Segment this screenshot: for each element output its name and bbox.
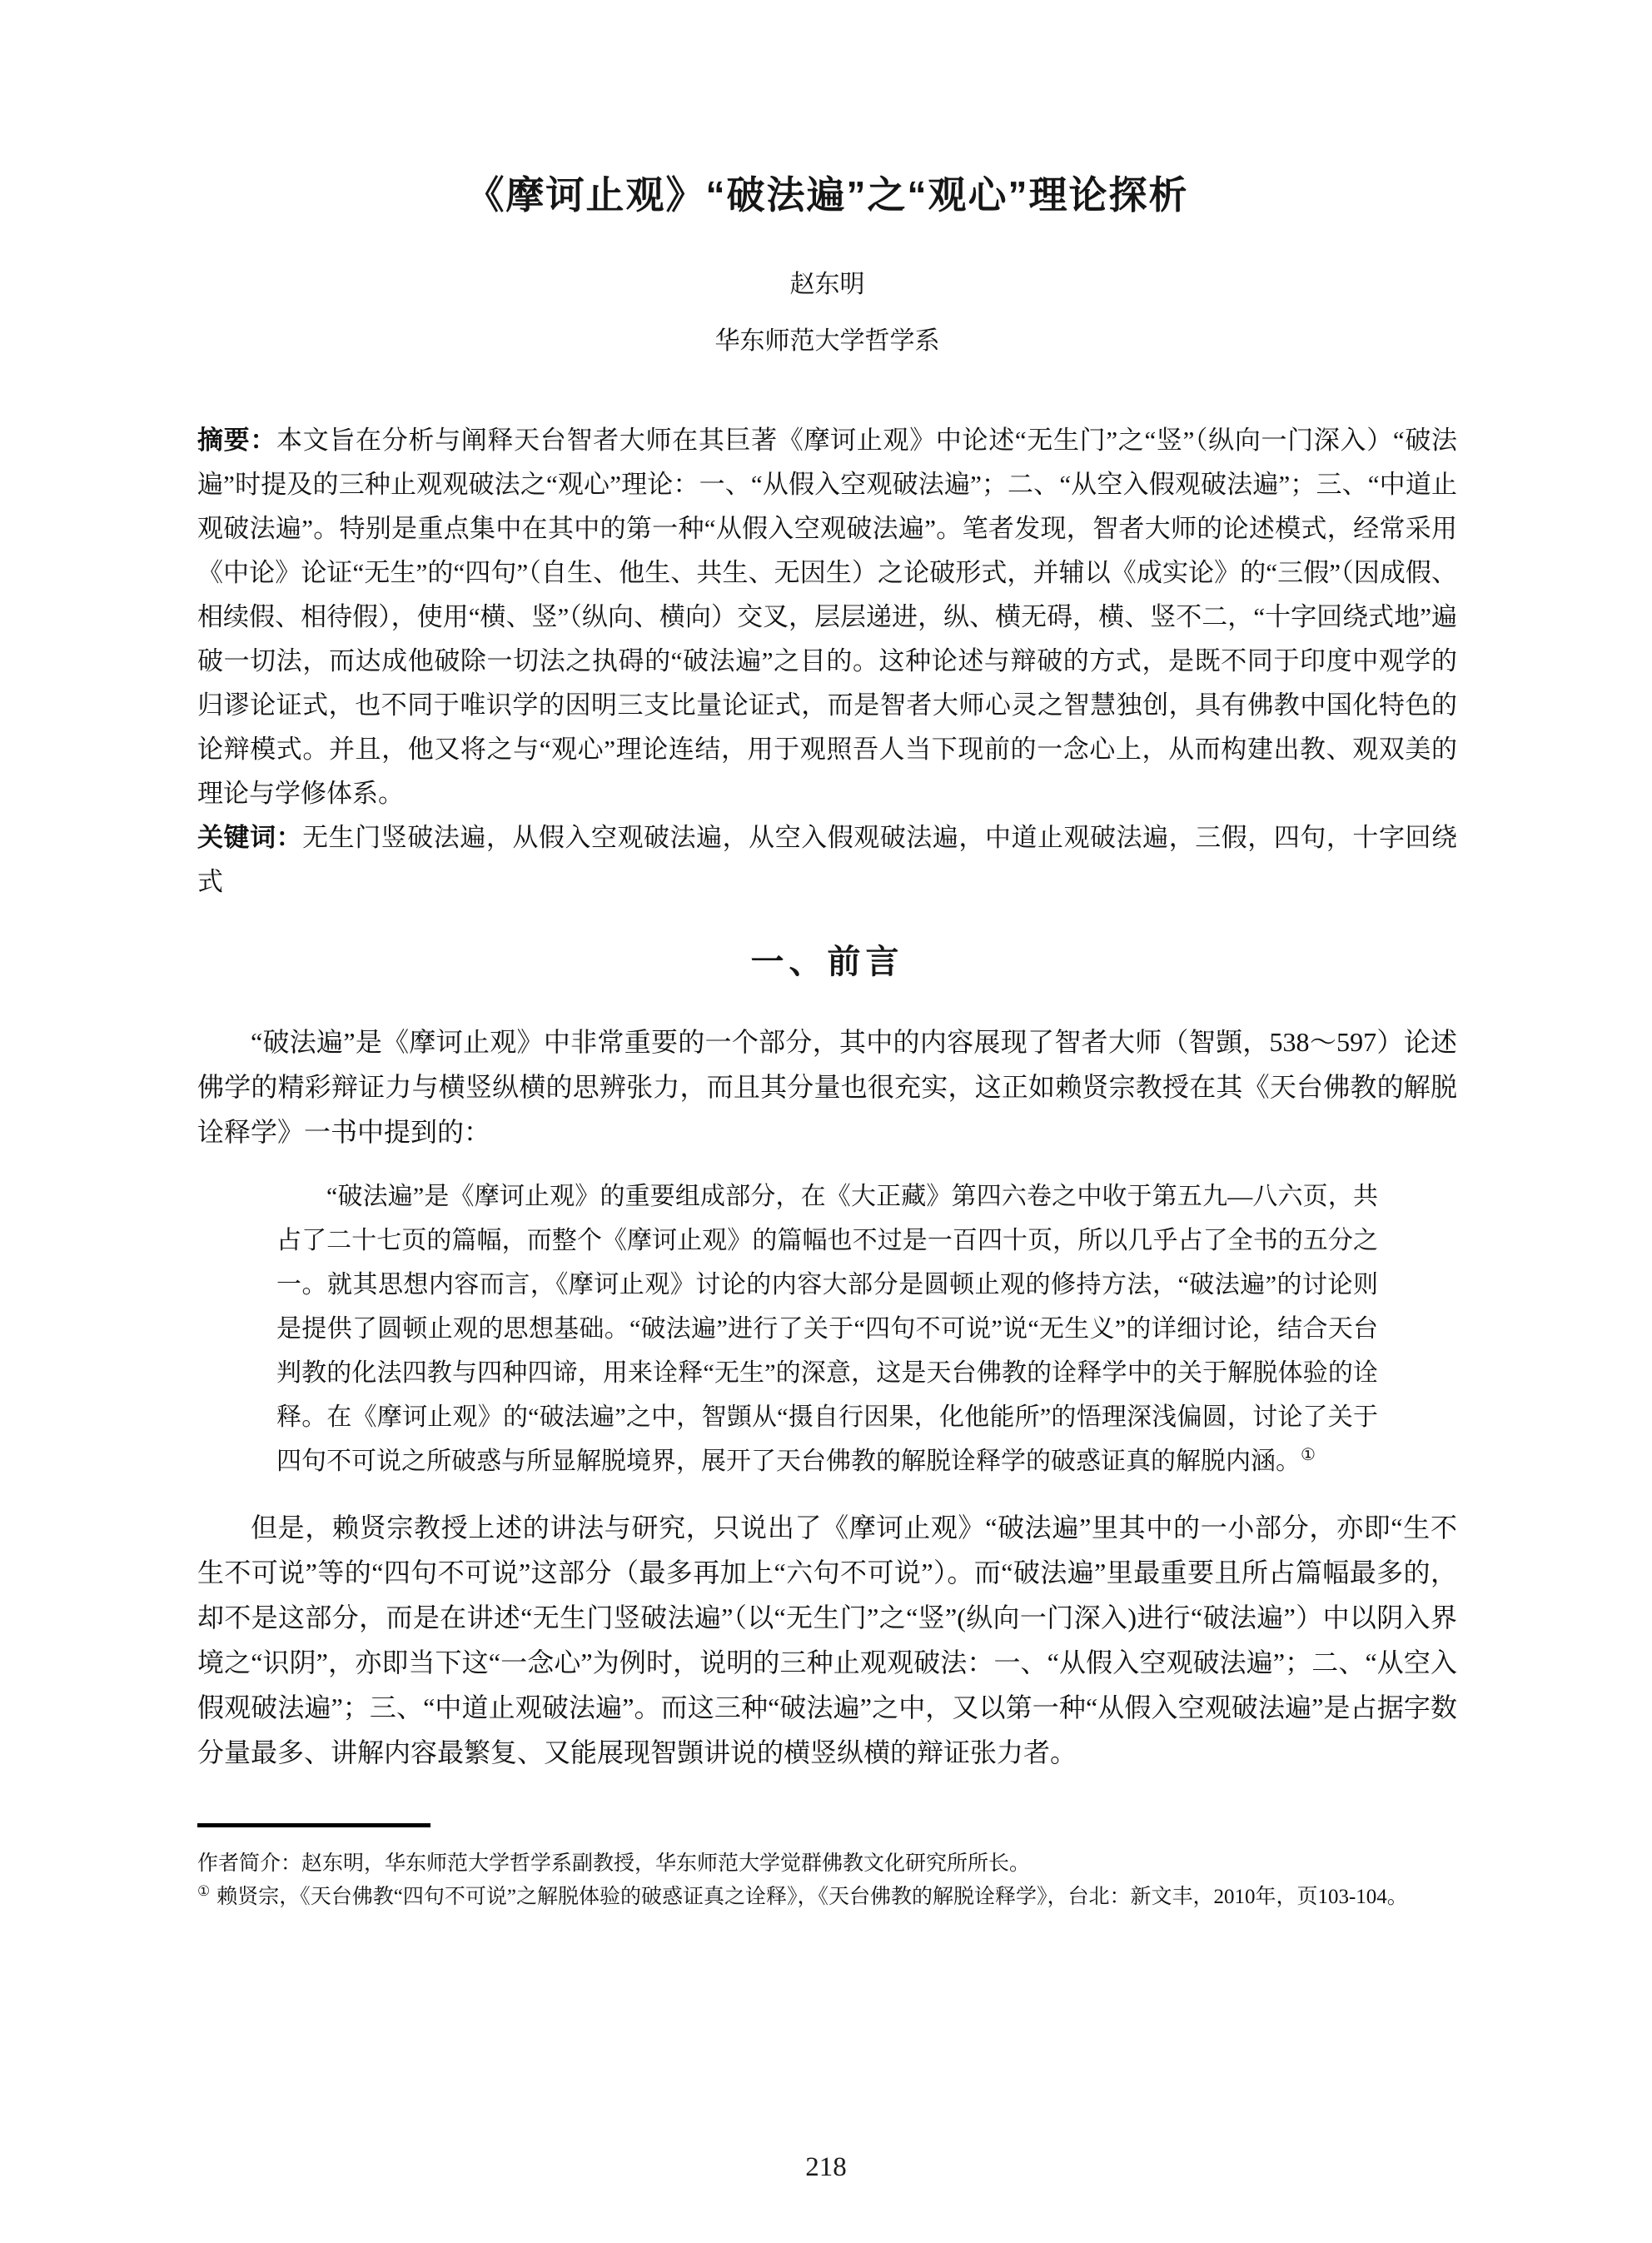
abstract-paragraph bbox=[197, 418, 1457, 815]
block-quote bbox=[276, 1174, 1378, 1483]
footnote-divider bbox=[197, 1823, 430, 1827]
page-content bbox=[197, 0, 1457, 1914]
block-quote-text: “破法遍”是《摩诃止观》的重要组成部分，在《大正藏》第四六卷之中收于第五九—八六页，共占了二十七页的篇幅，而整个《摩诃止观》的篇幅也不过是一百四十页，所以几乎占了全书的五分之一。就其思想内容而言，《摩诃止观》讨论的内容大部分是圆顿止观的修持方法，“破法遍”的讨论则是提供了圆顿止观的思想基础。“破法遍”进行了关于“四句不可说”说“无生义”的详细讨论，结合天台判教的化法四教与四种四谛，用来诠释“无生”的深意，这是天台佛教的诠释学中的关于解脱体验的诠释。在《摩诃止观》的“破法遍”之中，智顗从“摄自行因果，化他能所”的悟理深浅偏圆，讨论了关于四句不可说之所破惑与所显解脱境界，展开了天台佛教的解脱诠释学的破惑证真的解脱内涵。 bbox=[276, 1183, 1378, 1475]
page-number: 218 bbox=[805, 2152, 847, 2182]
paper-title: 《摩诃止观》“破法遍”之“观心”理论探析 bbox=[465, 173, 1189, 217]
keywords-paragraph bbox=[197, 815, 1457, 904]
section-heading-preface: 一、前言 bbox=[750, 944, 904, 980]
author-bio-footnote: 作者简介：赵东明，华东师范大学哲学系副教授，华东师范大学觉群佛教文化研究所所长。 bbox=[197, 1852, 1031, 1875]
footnote-1-text: 赖贤宗，《天台佛教“四句不可说”之解脱体验的破惑证真之诠释》，《天台佛教的解脱诠释学》，台北：新文丰，2010年，页103-104。 bbox=[216, 1886, 1408, 1908]
keywords-label: 关键词： bbox=[197, 823, 303, 852]
abstract-label: 摘要： bbox=[197, 426, 277, 455]
footnote-1 bbox=[197, 1881, 1457, 1914]
body-paragraph-2: 但是，赖贤宗教授上述的讲法与研究，只说出了《摩诃止观》“破法遍”里其中的一小部分，亦即“生不生不可说”等的“四句不可说”这部分（最多再加上“六句不可说”）。而“破法遍”里最重要且所占篇幅最多的，却不是这部分，而是在讲述“无生门竖破法遍”（以“无生门”之“竖”(纵向一门深入)进行“破法遍”）中以阴入界境之“识阴”，亦即当下这“一念心”为例时，说明的三种止观观破法：一、“从假入空观破法遍”；二、“从空入假观破法遍”；三、“中道止观破法遍”。而这三种“破法遍”之中，又以第一种“从假入空观破法遍”是占据字数分量最多、讲解内容最繁复、又能展现智顗讲说的横竖纵横的辩证张力者。 bbox=[197, 1513, 1457, 1767]
abstract-text: 本文旨在分析与阐释天台智者大师在其巨著《摩诃止观》中论述“无生门”之“竖”（纵向一门深入）“破法遍”时提及的三种止观观破法之“观心”理论：一、“从假入空观破法遍”；二、“从空入假观破法遍”；三、“中道止观破法遍”。特别是重点集中在其中的第一种“从假入空观破法遍”。笔者发现，智者大师的论述模式，经常采用《中论》论证“无生”的“四句”（自生、他生、共生、无因生）之论破形式，并辅以《成实论》的“三假”（因成假、相续假、相待假），使用“横、竖”（纵向、横向）交叉，层层递进，纵、横无碍，横、竖不二，“十字回绕式地”遍破一切法，而达成他破除一切法之执碍的“破法遍”之目的。这种论述与辩破的方式，是既不同于印度中观学的归谬论证式，也不同于唯识学的因明三支比量论证式，而是智者大师心灵之智慧独创，具有佛教中国化特色的论辩模式。并且，他又将之与“观心”理论连结，用于观照吾人当下现前的一念心上，从而构建出教、观双美的理论与学修体系。 bbox=[197, 426, 1458, 808]
footnote-area bbox=[197, 1823, 1457, 1914]
footnote-1-marker: ① bbox=[197, 1882, 211, 1899]
author-affiliation: 华东师范大学哲学系 bbox=[714, 327, 940, 355]
keywords-text: 无生门竖破法遍，从假入空观破法遍，从空入假观破法遍，中道止观破法遍，三假，四句，十字回绕式 bbox=[197, 823, 1458, 896]
abstract-section bbox=[197, 418, 1457, 904]
footnote-reference-1: ① bbox=[1301, 1446, 1316, 1464]
author-name: 赵东明 bbox=[789, 271, 865, 298]
body-paragraph-1: “破法遍”是《摩诃止观》中非常重要的一个部分，其中的内容展现了智者大师（智顗，538～597）论述佛学的精彩辩证力与横竖纵横的思辨张力，而且其分量也很充实，这正如赖贤宗教授在其《天台佛教的解脱诠释学》一书中提到的： bbox=[197, 1027, 1457, 1147]
